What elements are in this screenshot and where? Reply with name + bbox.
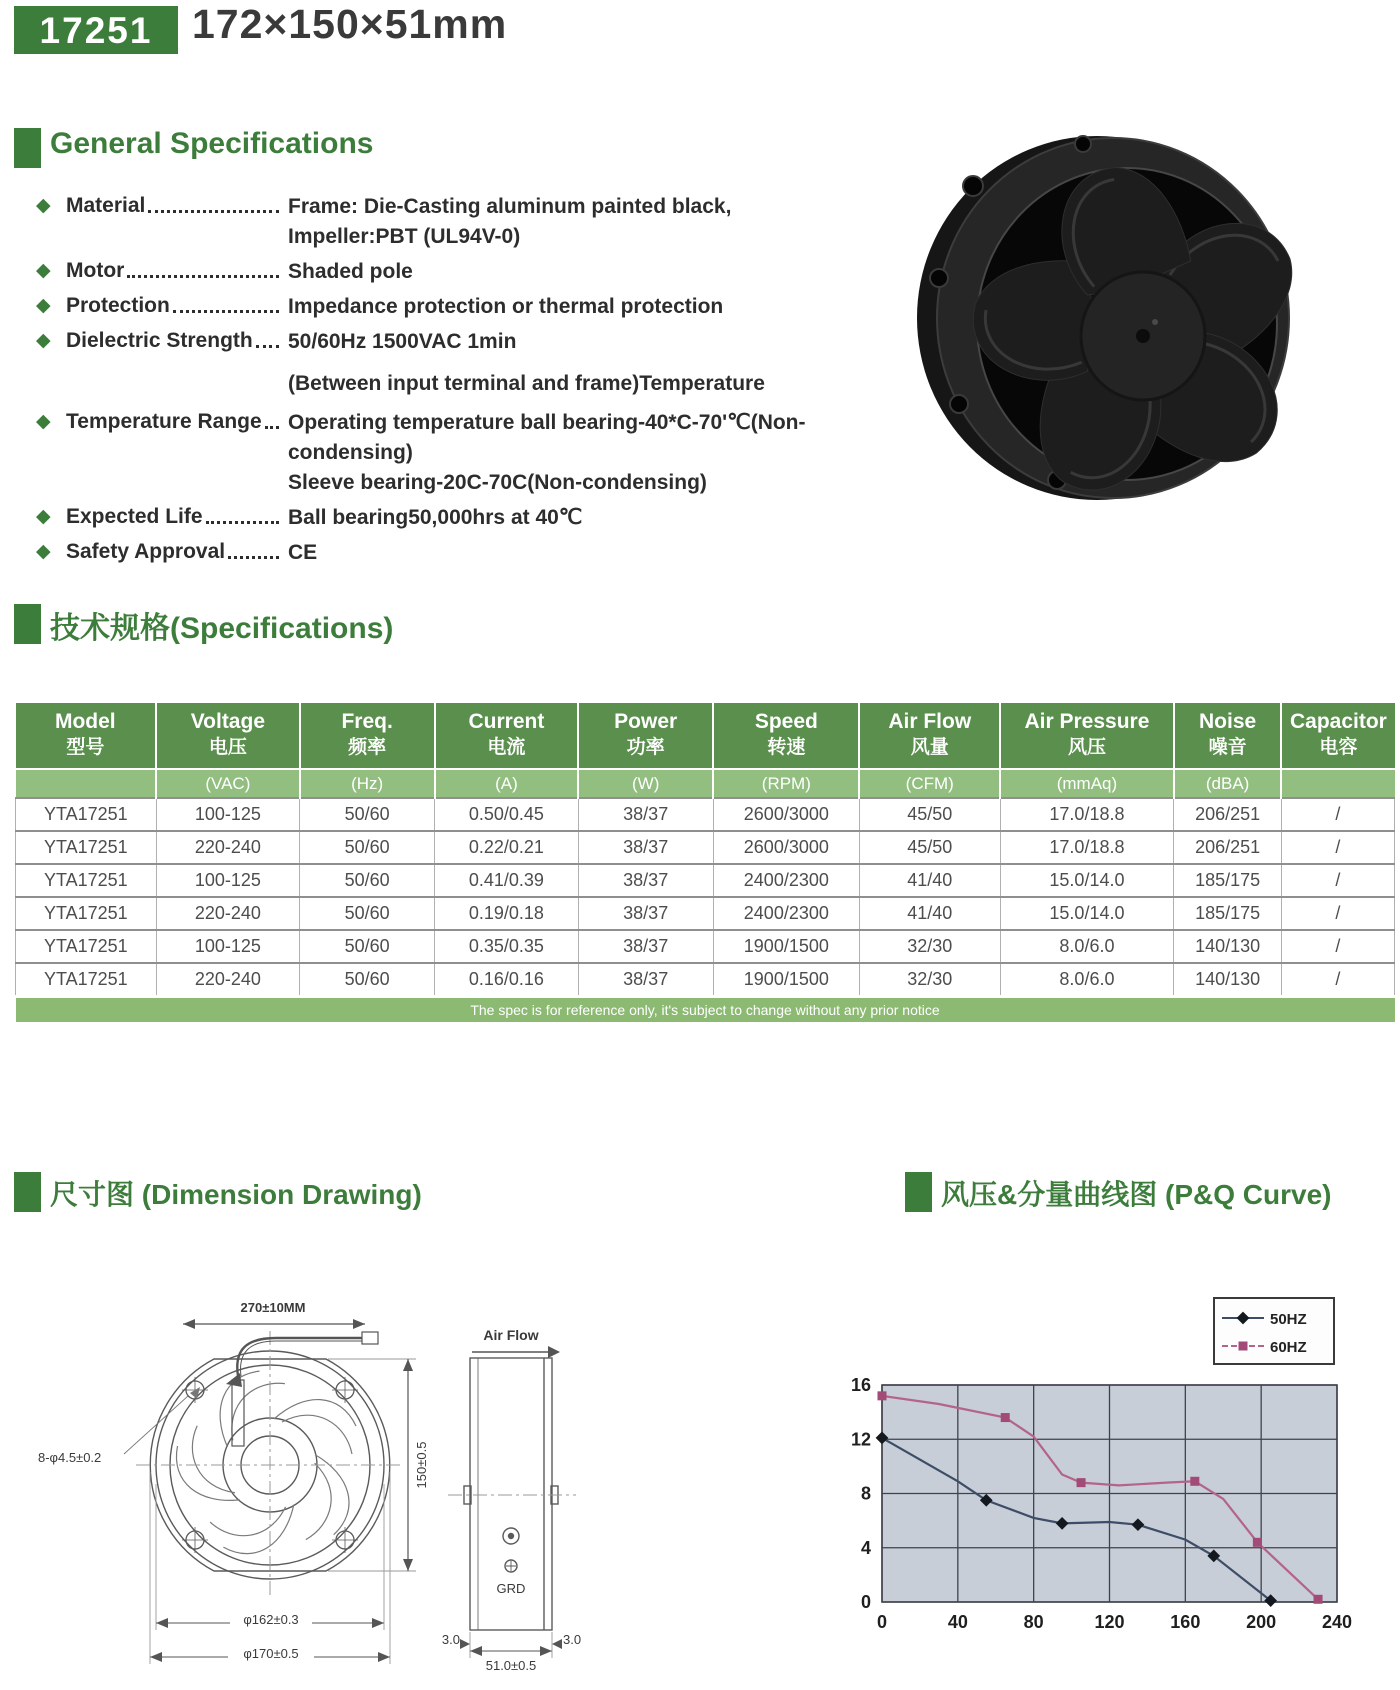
column-unit: (RPM) <box>713 769 859 798</box>
table-cell: 140/130 <box>1174 963 1282 996</box>
table-cell: 50/60 <box>300 798 435 831</box>
table-cell: 38/37 <box>578 798 713 831</box>
table-cell: 2400/2300 <box>713 897 859 930</box>
spec-value-line: Shaded pole <box>288 260 413 283</box>
table-cell: 2600/3000 <box>713 831 859 864</box>
table-cell: 50/60 <box>300 831 435 864</box>
table-cell: 2600/3000 <box>713 798 859 831</box>
table-row <box>16 864 1395 897</box>
table-units-row <box>16 769 1395 798</box>
table-cell: 8.0/6.0 <box>1000 963 1174 996</box>
dim-grd-label: GRD <box>496 1581 526 1596</box>
column-header <box>1000 703 1174 769</box>
spec-label: Protection <box>66 294 170 317</box>
spec-label-wrap <box>66 192 282 220</box>
column-header-en: Speed <box>754 710 818 733</box>
table-cell: 45/50 <box>859 831 1000 864</box>
table-cell: 2400/2300 <box>713 864 859 897</box>
dotted-leader <box>256 345 279 348</box>
table-cell: / <box>1281 963 1394 996</box>
column-header-en: Noise <box>1199 710 1257 733</box>
table-row <box>16 897 1395 930</box>
pq-y-tick: 8 <box>860 1483 871 1504</box>
table-cell: 38/37 <box>578 963 713 996</box>
table-cell: 0.41/0.39 <box>435 864 578 897</box>
dotted-leader <box>173 310 279 313</box>
spec-label-wrap <box>66 408 282 436</box>
column-unit: (mmAq) <box>1000 769 1174 798</box>
pq-x-tick: 200 <box>1246 1612 1277 1632</box>
section-marker <box>14 1172 41 1212</box>
column-unit: (W) <box>578 769 713 798</box>
column-unit: (Hz) <box>300 769 435 798</box>
spec-label-wrap <box>66 538 282 566</box>
table-cell: 38/37 <box>578 864 713 897</box>
table-cell: 0.50/0.45 <box>435 798 578 831</box>
table-cell: 100-125 <box>156 798 299 831</box>
general-spec-item <box>36 538 920 568</box>
pq-y-tick: 4 <box>860 1537 871 1558</box>
dim-holes-label: 8-φ4.5±0.2 <box>38 1450 102 1465</box>
spec-value-line: 50/60Hz 1500VAC 1min <box>288 330 517 353</box>
column-header-en: Model <box>54 710 116 733</box>
table-cell: / <box>1281 798 1394 831</box>
diamond-bullet-icon: ◆ <box>36 260 51 281</box>
spec-label-wrap <box>66 503 282 531</box>
general-spec-item <box>36 503 920 533</box>
table-cell: 41/40 <box>859 897 1000 930</box>
table-cell: YTA17251 <box>16 798 157 831</box>
table-cell: 38/37 <box>578 831 713 864</box>
column-header <box>1174 703 1282 769</box>
table-cell: 0.16/0.16 <box>435 963 578 996</box>
pq-x-tick: 0 <box>876 1612 888 1632</box>
section-marker <box>905 1172 932 1212</box>
table-row <box>16 963 1395 996</box>
spec-label: Safety Approval <box>66 540 226 563</box>
spec-value <box>282 192 920 252</box>
column-header-zh: 风压 <box>1067 737 1106 758</box>
spec-value-line: Sleeve bearing-20C-70C(Non-condensing) <box>288 471 707 494</box>
fan-product-photo <box>915 128 1315 513</box>
spec-label: Temperature Range <box>66 410 262 433</box>
pq-x-tick: 40 <box>947 1612 968 1632</box>
spec-value <box>282 292 920 322</box>
dotted-leader <box>206 521 279 524</box>
column-header-zh: 电流 <box>487 737 526 758</box>
diamond-bullet-icon: ◆ <box>36 541 51 562</box>
table-cell: 100-125 <box>156 864 299 897</box>
spec-value-line: (Between input terminal and frame)Temperature <box>288 372 765 395</box>
pq-legend <box>1214 1298 1334 1364</box>
column-header-zh: 功率 <box>626 737 665 758</box>
table-cell: 38/37 <box>578 897 713 930</box>
dim-dia-inner-label: φ162±0.3 <box>243 1612 299 1627</box>
dotted-leader <box>127 275 279 278</box>
table-cell: 185/175 <box>1174 864 1282 897</box>
dotted-leader <box>148 210 279 213</box>
table-note: The spec is for reference only, it's subject to change without any prior notice <box>16 996 1395 1022</box>
spec-value <box>282 257 920 287</box>
table-cell: 0.19/0.18 <box>435 897 578 930</box>
table-cell: YTA17251 <box>16 930 157 963</box>
table-cell: 206/251 <box>1174 798 1282 831</box>
table-cell: 220-240 <box>156 831 299 864</box>
diamond-bullet-icon: ◆ <box>36 411 51 432</box>
column-header <box>713 703 859 769</box>
spec-value-line: Frame: Die-Casting aluminum painted black, <box>288 195 732 218</box>
column-unit <box>16 769 157 798</box>
dimension-title: 尺寸图 (Dimension Drawing) <box>50 1179 422 1210</box>
model-badge: 17251 <box>14 6 178 54</box>
general-spec-item <box>36 327 920 399</box>
pq-y-tick: 0 <box>860 1592 871 1612</box>
table-row <box>16 930 1395 963</box>
table-cell: 41/40 <box>859 864 1000 897</box>
table-cell: / <box>1281 864 1394 897</box>
column-unit: (VAC) <box>156 769 299 798</box>
spec-value <box>282 503 920 533</box>
table-cell: / <box>1281 831 1394 864</box>
table-cell: 220-240 <box>156 963 299 996</box>
dotted-leader <box>265 426 279 429</box>
general-spec-item <box>36 408 920 498</box>
pq-x-tick: 80 <box>1023 1612 1044 1632</box>
spec-table-wrap <box>15 703 1395 1022</box>
table-cell: 50/60 <box>300 864 435 897</box>
table-cell: 45/50 <box>859 798 1000 831</box>
table-cell: YTA17251 <box>16 897 157 930</box>
spec-label-wrap <box>66 292 282 320</box>
table-cell: / <box>1281 897 1394 930</box>
diamond-bullet-icon: ◆ <box>36 506 51 527</box>
column-header <box>156 703 299 769</box>
pq-x-tick: 160 <box>1170 1612 1201 1632</box>
table-cell: 206/251 <box>1174 831 1282 864</box>
dim-height-label: 150±0.5 <box>414 1441 429 1489</box>
column-unit: (dBA) <box>1174 769 1282 798</box>
column-header-en: Air Pressure <box>1024 710 1150 733</box>
pq-x-tick: 240 <box>1321 1612 1353 1632</box>
column-header-zh: 电容 <box>1319 737 1358 758</box>
column-header-en: Capacitor <box>1290 710 1387 733</box>
dim-width-label: 51.0±0.5 <box>485 1658 537 1670</box>
pq-legend-label: 50HZ <box>1270 1311 1307 1328</box>
table-cell: YTA17251 <box>16 831 157 864</box>
pq-curve-title: 风压&分量曲线图 (P&Q Curve) <box>941 1179 1332 1210</box>
diamond-bullet-icon: ◆ <box>36 330 51 351</box>
spec-value <box>282 408 920 498</box>
table-cell: 32/30 <box>859 963 1000 996</box>
table-cell: YTA17251 <box>16 963 157 996</box>
column-header-zh: 频率 <box>348 737 387 758</box>
column-header-zh: 噪音 <box>1208 737 1247 758</box>
spec-value-line: Impedance protection or thermal protection <box>288 295 724 318</box>
table-row <box>16 831 1395 864</box>
table-cell: 17.0/18.8 <box>1000 798 1174 831</box>
pq-x-tick: 120 <box>1094 1612 1125 1632</box>
spec-value <box>282 538 920 568</box>
table-cell: 0.35/0.35 <box>435 930 578 963</box>
dim-dia-outer-label: φ170±0.5 <box>243 1646 299 1661</box>
table-row <box>16 798 1395 831</box>
column-header-zh: 电压 <box>208 737 247 758</box>
dim-airflow-label: Air Flow <box>483 1327 539 1343</box>
spec-table <box>15 703 1395 1022</box>
table-cell: YTA17251 <box>16 864 157 897</box>
column-header-en: Voltage <box>190 710 265 733</box>
table-cell: 32/30 <box>859 930 1000 963</box>
table-cell: 220-240 <box>156 897 299 930</box>
section-marker <box>14 604 41 644</box>
column-header-zh: 风量 <box>910 737 949 758</box>
column-header-en: Air Flow <box>888 710 972 733</box>
pq-legend-label: 60HZ <box>1270 1339 1307 1356</box>
table-cell: 1900/1500 <box>713 963 859 996</box>
column-header <box>435 703 578 769</box>
dotted-leader <box>228 556 279 559</box>
dim-flange-left-label: 3.0 <box>441 1632 460 1647</box>
dim-flange-right-label: 3.0 <box>563 1632 582 1647</box>
column-unit: (A) <box>435 769 578 798</box>
column-header-en: Power <box>614 710 678 733</box>
spec-value-line: Ball bearing50,000hrs at 40℃ <box>288 506 583 529</box>
diamond-bullet-icon: ◆ <box>36 195 51 216</box>
general-spec-item <box>36 292 920 322</box>
table-cell: 15.0/14.0 <box>1000 897 1174 930</box>
column-header-zh: 型号 <box>66 737 105 758</box>
table-cell: 50/60 <box>300 930 435 963</box>
column-header <box>859 703 1000 769</box>
column-unit: (CFM) <box>859 769 1000 798</box>
spec-table-title: 技术规格(Specifications) <box>50 612 394 645</box>
table-cell: 100-125 <box>156 930 299 963</box>
table-cell: 38/37 <box>578 930 713 963</box>
section-marker <box>14 128 41 168</box>
table-cell: 0.22/0.21 <box>435 831 578 864</box>
column-header <box>16 703 157 769</box>
spec-label: Material <box>66 194 146 217</box>
general-specs-title: General Specifications <box>50 127 374 160</box>
spec-label: Expected Life <box>66 505 203 528</box>
table-cell: 50/60 <box>300 963 435 996</box>
table-cell: 1900/1500 <box>713 930 859 963</box>
general-spec-item <box>36 192 920 252</box>
spec-label: Motor <box>66 259 125 282</box>
general-spec-item <box>36 257 920 287</box>
table-cell: 50/60 <box>300 897 435 930</box>
table-cell: 17.0/18.8 <box>1000 831 1174 864</box>
table-cell: / <box>1281 930 1394 963</box>
spec-value <box>282 327 920 399</box>
pq-y-tick: 16 <box>850 1375 871 1395</box>
spec-value-line: Operating temperature ball bearing-40*C-70'℃(Non-condensing) <box>288 411 806 464</box>
table-cell: 140/130 <box>1174 930 1282 963</box>
pq-y-tick: 12 <box>850 1429 871 1450</box>
spec-value-line: CE <box>288 541 318 564</box>
spec-label: Dielectric Strength <box>66 329 253 352</box>
table-header-row <box>16 703 1395 769</box>
general-specs-list <box>36 192 920 573</box>
dim-wire-label: 270±10MM <box>240 1300 306 1315</box>
table-note-row <box>16 996 1395 1022</box>
spec-label-wrap <box>66 257 282 285</box>
page-title: 172×150×51mm <box>192 1 508 47</box>
column-header <box>300 703 435 769</box>
column-header-en: Current <box>468 710 545 733</box>
column-header <box>1281 703 1394 769</box>
table-cell: 15.0/14.0 <box>1000 864 1174 897</box>
column-header-en: Freq. <box>341 710 393 733</box>
column-header-zh: 转速 <box>767 737 806 758</box>
column-header <box>578 703 713 769</box>
pq-curve-chart <box>770 1280 1400 1680</box>
dimension-drawing <box>20 1240 680 1670</box>
column-unit <box>1281 769 1394 798</box>
spec-value-line: Impeller:PBT (UL94V-0) <box>288 225 521 248</box>
table-cell: 185/175 <box>1174 897 1282 930</box>
diamond-bullet-icon: ◆ <box>36 295 51 316</box>
table-cell: 8.0/6.0 <box>1000 930 1174 963</box>
spec-label-wrap <box>66 327 282 355</box>
